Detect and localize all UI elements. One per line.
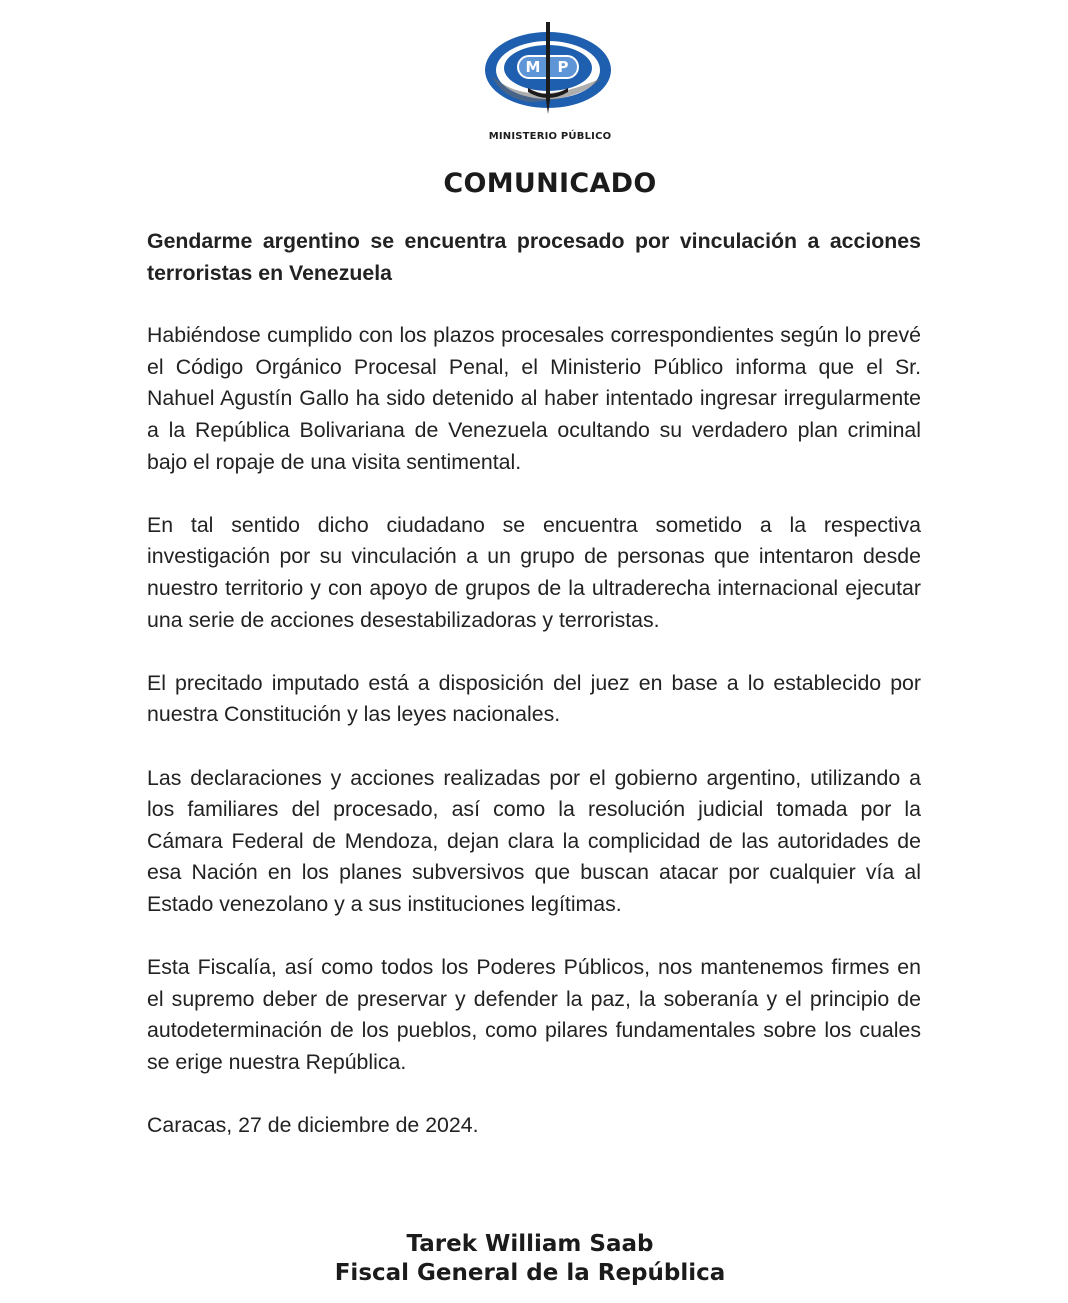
logo-caption: MINISTERIO PÚBLICO	[488, 131, 612, 142]
signature-name: Tarek William Saab	[406, 1231, 654, 1257]
ministerio-publico-logo	[470, 18, 630, 148]
paragraph-3: El precitado imputado está a disposición del juez en base a lo establecido por nuestra Constitución y las leyes nacionales.	[147, 670, 921, 727]
paragraph-2: En tal sentido dicho ciudadano se encuentra sometido a la respectiva investigación por su vinculación a un grupo de personas que intentaron desde nuestro territorio y con apoyo de grupos de la ultraderecha internacional ejecutar una serie de acciones desestabilizadoras y terroristas.	[147, 512, 921, 632]
logo-initial-m: M	[525, 58, 541, 76]
dateline: Caracas, 27 de diciembre de 2024.	[147, 1113, 479, 1138]
communique-body	[147, 226, 921, 1142]
logo-initial-p: P	[557, 58, 569, 76]
paragraph-1: Habiéndose cumplido con los plazos procesales correspondientes según lo prevé el Código Orgánico Procesal Penal, el Ministerio Público informa que el Sr. Nahuel Agustín Gallo ha sido detenido al haber intentado ingresar irregularmente a la República Bolivariana de Venezuela ocultando su verdadero plan criminal bajo el ropaje de una visita sentimental.	[147, 323, 921, 474]
mp-emblem-icon	[470, 18, 630, 130]
paragraph-4: Las declaraciones y acciones realizadas por el gobierno argentino, utilizando a los familiares del procesado, así como la resolución judicial tomada por la Cámara Federal de Mendoza, dejan clara la complicidad de las autoridades de esa Nación en los planes subversivos que buscan atacar por cualquier vía al Estado venezolano y a sus instituciones legítimas.	[147, 765, 921, 916]
paragraph-5: Esta Fiscalía, así como todos los Poderes Públicos, nos mantenemos firmes en el supremo deber de preservar y defender la paz, la soberanía y el principio de autodeterminación de los pueblos, como pilares fundamentales sobre los cuales se erige nuestra República.	[147, 955, 921, 1074]
sword-icon	[546, 22, 550, 114]
page-title: COMUNICADO	[443, 168, 657, 199]
signature-block	[0, 1230, 1060, 1288]
headline: Gendarme argentino se encuentra procesado por vinculación a acciones terroristas en Venezuela	[147, 229, 921, 285]
signature-position: Fiscal General de la República	[334, 1260, 726, 1286]
